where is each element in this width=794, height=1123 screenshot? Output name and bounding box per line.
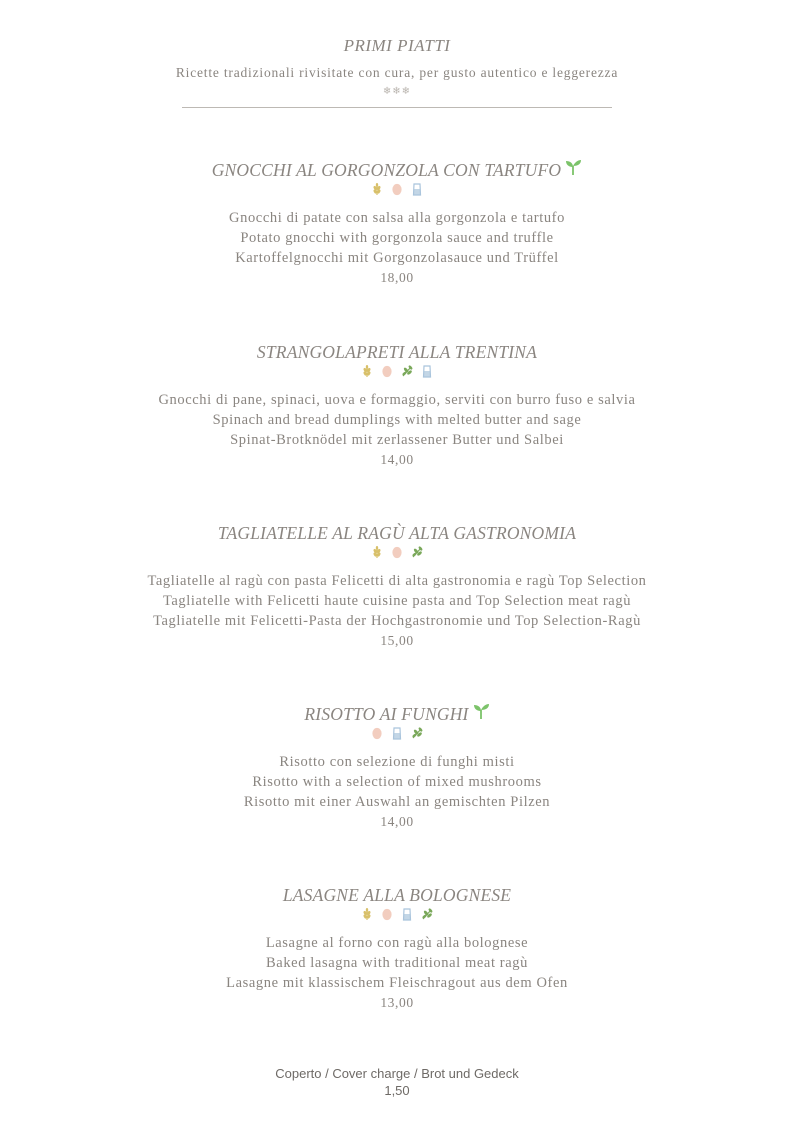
menu-item (0, 158, 794, 288)
allergen-icons (0, 182, 794, 200)
description-line: Gnocchi di pane, spinaci, uova e formaggio, serviti con burro fuso e salvia (158, 392, 636, 408)
dish-description (0, 208, 794, 268)
allergen-icons (0, 726, 794, 744)
allergen-icons (0, 545, 794, 563)
description-line: Potato gnocchi with gorgonzola sauce and truffle (240, 230, 554, 246)
allergen-icons (0, 907, 794, 925)
egg-icon (380, 364, 394, 382)
dish-title (0, 883, 794, 907)
dish-price: 18,00 (380, 270, 414, 285)
description-line: Risotto con selezione di funghi misti (279, 754, 515, 770)
egg-icon (370, 726, 384, 744)
menu-item (0, 883, 794, 1013)
egg-icon (390, 545, 404, 563)
dish-description (0, 571, 794, 631)
dish-name: STRANGOLAPRETI ALLA TRENTINA (256, 342, 538, 362)
allergen-icons (0, 364, 794, 382)
vegetarian-leaf-icon (472, 702, 490, 726)
description-line: Risotto mit einer Auswahl an gemischten Pilzen (243, 794, 551, 810)
egg-icon (380, 907, 394, 925)
description-line: Risotto with a selection of mixed mushrooms (252, 774, 542, 790)
description-line: Baked lasagna with traditional meat ragù (266, 955, 528, 971)
dish-name: LASAGNE ALLA BOLOGNESE (282, 885, 512, 905)
dish-price: 13,00 (380, 995, 414, 1010)
dish-name: GNOCCHI AL GORGONZOLA CON TARTUFO (211, 160, 562, 180)
dish-description (0, 752, 794, 812)
menu-item (0, 521, 794, 651)
milk-icon (420, 364, 434, 382)
dish-description (0, 933, 794, 993)
dish-price: 14,00 (380, 452, 414, 467)
description-line: Tagliatelle with Felicetti haute cuisine pasta and Top Selection meat ragù (162, 593, 632, 609)
celery-icon (410, 726, 424, 744)
milk-icon (400, 907, 414, 925)
dish-title (0, 702, 794, 726)
section-title: PRIMI PIATTI (343, 36, 451, 55)
wheat-icon (370, 182, 384, 200)
description-line: Tagliatelle mit Felicetti-Pasta der Hochgastronomie und Top Selection-Ragù (153, 613, 641, 629)
section-divider (182, 107, 612, 108)
dish-description (0, 390, 794, 450)
menu-item (0, 702, 794, 832)
description-line: Spinat-Brotknödel mit zerlassener Butter und Salbei (230, 432, 564, 448)
egg-icon (390, 182, 404, 200)
description-line: Lasagne al forno con ragù alla bolognese (265, 935, 529, 951)
cover-charge-price: 1,50 (384, 1083, 410, 1098)
dish-title (0, 521, 794, 545)
dish-price: 15,00 (380, 633, 414, 648)
dish-name: TAGLIATELLE AL RAGÙ ALTA GASTRONOMIA (217, 523, 577, 543)
vegetarian-leaf-icon (564, 158, 582, 182)
description-line: Kartoffelgnocchi mit Gorgonzolasauce und Trüffel (235, 250, 559, 266)
dish-title (0, 340, 794, 364)
celery-icon (420, 907, 434, 925)
description-line: Lasagne mit klassischem Fleischragout aus dem Ofen (226, 975, 568, 991)
snowflake-ornament-icon: ❄❄❄ (382, 86, 412, 97)
milk-icon (410, 182, 424, 200)
wheat-icon (370, 545, 384, 563)
wheat-icon (360, 907, 374, 925)
cover-charge-label: Coperto / Cover charge / Brot und Gedeck (275, 1066, 519, 1081)
description-line: Gnocchi di patate con salsa alla gorgonzola e tartufo (229, 210, 565, 226)
dish-title (0, 158, 794, 182)
wheat-icon (360, 364, 374, 382)
section-subtitle: Ricette tradizionali rivisitate con cura, per gusto autentico e leggerezza (175, 65, 619, 80)
dish-price: 14,00 (380, 814, 414, 829)
celery-icon (410, 545, 424, 563)
celery-icon (400, 364, 414, 382)
description-line: Tagliatelle al ragù con pasta Felicetti di alta gastronomia e ragù Top Selection (147, 573, 647, 589)
dish-name: RISOTTO AI FUNGHI (304, 704, 469, 724)
description-line: Spinach and bread dumplings with melted butter and sage (212, 412, 582, 428)
milk-icon (390, 726, 404, 744)
menu-item (0, 340, 794, 470)
cover-charge (0, 1065, 794, 1099)
